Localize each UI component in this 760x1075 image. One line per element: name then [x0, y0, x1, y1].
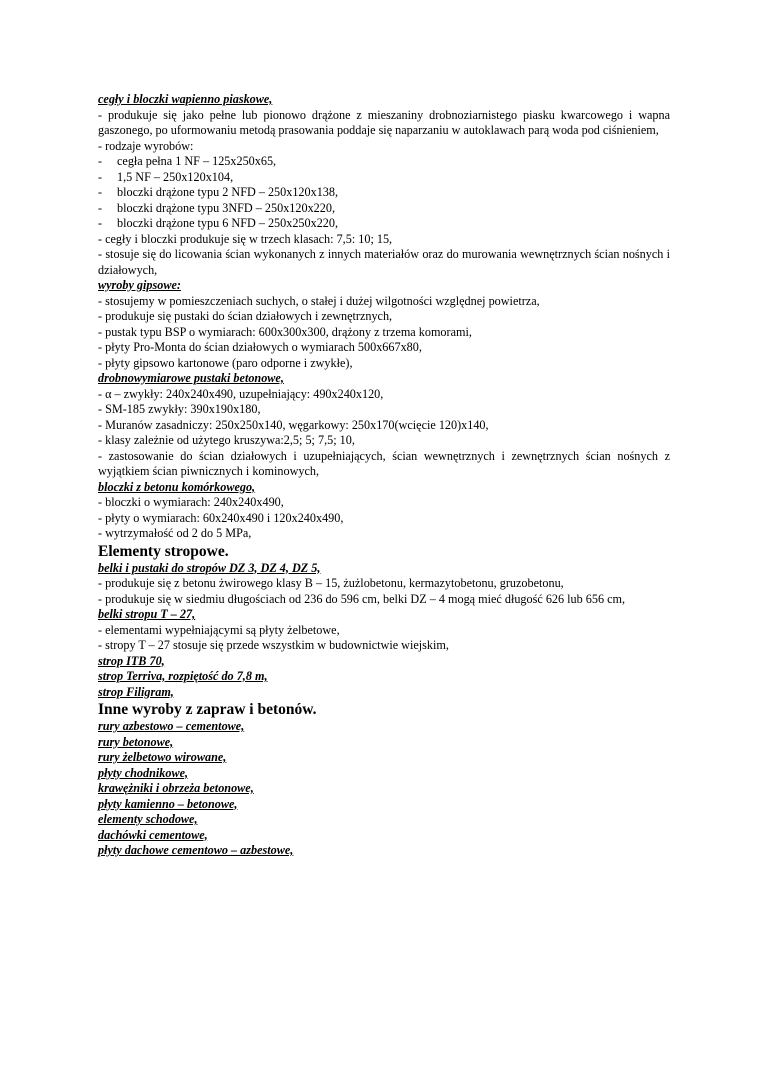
list-item: elementy schodowe, — [98, 812, 198, 826]
list-item: - stosujemy w pomieszczeniach suchych, o stałej i dużej wilgotności względnej powietrza, — [98, 293, 540, 308]
document-page — [98, 92, 670, 859]
heading-silicate-bricks: cegły i bloczki wapienno piaskowe, — [98, 92, 273, 106]
classes-line: - cegły i bloczki produkuje się w trzech klasach: 7,5: 10; 15, — [98, 231, 393, 246]
list-item: rury betonowe, — [98, 734, 174, 749]
heading-gypsum: wyroby gipsowe: — [98, 278, 181, 292]
list-item: - produkuje się pustaki do ścian działowych i zewnętrznych, — [98, 309, 393, 323]
list-item: rury żelbetowo wirowane, — [98, 750, 227, 764]
list-item: - produkuje się z betonu żwirowego klasy B – 15, żużlobetonu, kermazytobetonu, gruzobetonu, — [98, 576, 564, 590]
list-item: - α – zwykły: 240x240x490, uzupełniający: 490x240x120, — [98, 386, 384, 401]
list-item: - bloczki o wymiarach: 240x240x490, — [98, 495, 284, 509]
section-title-floor-elements: Elementy stropowe. — [98, 542, 229, 560]
list-item: - cegła pełna 1 NF – 125x250x65, — [98, 154, 277, 168]
list-item: płyty kamienno – betonowe, — [98, 796, 238, 811]
list-item: - bloczki drążone typu 6 NFD – 250x250x220, — [98, 216, 339, 230]
list-item: - bloczki drążone typu 3NFD – 250x120x220, — [98, 200, 335, 215]
list-item: - płyty o wymiarach: 60x240x490 i 120x240x490, — [98, 510, 344, 525]
paragraph-production: - produkuje się jako pełne lub pionowo drążone z mieszaniny drobnoziarnistego piasku kwarcowego i wapna gaszonego, po uformowaniu metodą prasowania poddaje się naparzaniu w autoklawach parą woda pod ciśnieniem, — [98, 107, 670, 137]
list-item: - wytrzymałość od 2 do 5 MPa, — [98, 526, 252, 540]
heading-concrete-blocks: drobnowymiarowe pustaki betonowe, — [98, 371, 284, 385]
heading-terriva: strop Terriva, rozpiętość do 7,8 m, — [98, 669, 268, 683]
list-item: - pustak typu BSP o wymiarach: 600x300x300, drążony z trzema komorami, — [98, 324, 472, 339]
product-types-label: - rodzaje wyrobów: — [98, 138, 194, 153]
paragraph-application: - zastosowanie do ścian działowych i uzupełniających, ścian wewnętrznych i zewnętrznych ścian nośnych z wyjątkiem ścian piwnicznych i kominowych, — [98, 448, 670, 478]
list-item: - Muranów zasadniczy: 250x250x140, węgarkowy: 250x170(wcięcie 120)x140, — [98, 417, 489, 432]
paragraph-usage: - stosuje się do licowania ścian wykonanych z innych materiałów oraz do murowania wewnętrznych ścian nośnych i działowych, — [98, 247, 670, 277]
list-item: - klasy zależnie od użytego kruszywa:2,5; 5; 7,5; 10, — [98, 433, 355, 447]
section-title-other-products: Inne wyroby z zapraw i betonów. — [98, 701, 317, 718]
heading-dz-beams: belki i pustaki do stropów DZ 3, DZ 4, DZ 5, — [98, 560, 321, 575]
list-item: krawężniki i obrzeża betonowe, — [98, 781, 254, 795]
list-item: rury azbestowo – cementowe, — [98, 719, 245, 733]
heading-filigram: strop Filigram, — [98, 684, 174, 699]
list-item: - elementami wypełniającymi są płyty żelbetowe, — [98, 622, 340, 637]
list-item: płyty dachowe cementowo – azbestowe, — [98, 843, 294, 857]
heading-cellular-concrete: bloczki z betonu komórkowego, — [98, 479, 256, 494]
heading-itb70: strop ITB 70, — [98, 653, 165, 668]
list-item: - stropy T – 27 stosuje się przede wszystkim w budownictwie wiejskim, — [98, 638, 449, 652]
list-item: - produkuje się w siedmiu długościach od 236 do 596 cm, belki DZ – 4 mogą mieć długość 626 lub 656 cm, — [98, 591, 626, 606]
list-item: dachówki cementowe, — [98, 827, 208, 842]
heading-t27-beams: belki stropu T – 27, — [98, 607, 196, 621]
list-item: - płyty Pro-Monta do ścian działowych o wymiarach 500x667x80, — [98, 340, 422, 354]
list-item: - bloczki drążone typu 2 NFD – 250x120x138, — [98, 185, 339, 199]
list-item: - 1,5 NF – 250x120x104, — [98, 169, 234, 184]
list-item: - płyty gipsowo kartonowe (paro odporne i zwykłe), — [98, 355, 353, 370]
list-item: - SM-185 zwykły: 390x190x180, — [98, 402, 261, 416]
list-item: płyty chodnikowe, — [98, 765, 189, 780]
